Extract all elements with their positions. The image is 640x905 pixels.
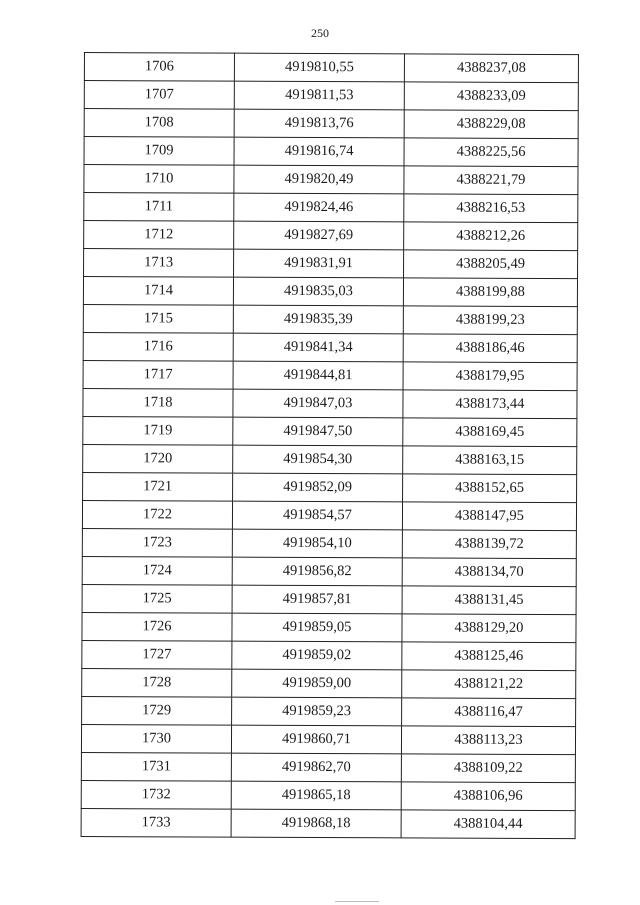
table-row: [81, 808, 575, 838]
point-number-cell: 1715: [83, 304, 233, 333]
y-coordinate-cell: 4388212,26: [404, 222, 578, 251]
point-number-cell: 1733: [81, 808, 231, 837]
table-row: [83, 416, 577, 446]
point-number-cell: 1709: [84, 137, 234, 166]
table-row: [82, 696, 576, 726]
y-coordinate-cell: 4388106,96: [401, 782, 575, 811]
x-coordinate-cell: 4919859,02: [232, 641, 402, 670]
x-coordinate-cell: 4919854,30: [233, 445, 403, 474]
point-number-cell: 1729: [82, 696, 232, 725]
table-row: [83, 277, 577, 307]
x-coordinate-cell: 4919859,05: [232, 613, 402, 642]
table-row: [84, 137, 578, 167]
table-row: [84, 53, 578, 83]
point-number-cell: 1718: [83, 388, 233, 417]
table-row: [82, 500, 576, 530]
x-coordinate-cell: 4919865,18: [231, 781, 401, 810]
table-row: [83, 472, 577, 502]
x-coordinate-cell: 4919859,00: [232, 669, 402, 698]
y-coordinate-cell: 4388233,09: [404, 82, 578, 111]
x-coordinate-cell: 4919868,18: [231, 809, 401, 838]
x-coordinate-cell: 4919835,39: [233, 305, 403, 334]
table-row: [83, 388, 577, 418]
x-coordinate-cell: 4919835,03: [233, 277, 403, 306]
table-row: [83, 332, 577, 362]
scan-edge-mark: [335, 901, 379, 902]
y-coordinate-cell: 4388125,46: [402, 642, 576, 671]
x-coordinate-cell: 4919810,55: [234, 53, 404, 82]
table-row: [83, 444, 577, 474]
point-number-cell: 1722: [82, 500, 232, 529]
x-coordinate-cell: 4919841,34: [233, 333, 403, 362]
x-coordinate-cell: 4919831,91: [234, 249, 404, 278]
point-number-cell: 1727: [82, 640, 232, 669]
table-row: [83, 304, 577, 334]
point-number-cell: 1711: [84, 193, 234, 222]
y-coordinate-cell: 4388199,23: [403, 306, 577, 335]
x-coordinate-cell: 4919820,49: [234, 165, 404, 194]
table-row: [84, 221, 578, 251]
point-number-cell: 1725: [82, 584, 232, 613]
x-coordinate-cell: 4919854,57: [232, 501, 402, 530]
x-coordinate-cell: 4919860,71: [231, 725, 401, 754]
point-number-cell: 1717: [83, 360, 233, 389]
table-row: [84, 165, 578, 195]
page-number: 250: [311, 26, 329, 40]
point-number-cell: 1708: [84, 109, 234, 138]
x-coordinate-cell: 4919856,82: [232, 557, 402, 586]
y-coordinate-cell: 4388131,45: [402, 586, 576, 615]
y-coordinate-cell: 4388173,44: [403, 390, 577, 419]
y-coordinate-cell: 4388113,23: [401, 726, 575, 755]
point-number-cell: 1730: [81, 724, 231, 753]
y-coordinate-cell: 4388221,79: [404, 166, 578, 195]
point-number-cell: 1707: [84, 81, 234, 110]
point-number-cell: 1714: [83, 277, 233, 306]
y-coordinate-cell: 4388169,45: [403, 418, 577, 447]
y-coordinate-cell: 4388237,08: [404, 54, 578, 83]
coordinates-table: [81, 52, 579, 839]
point-number-cell: 1706: [84, 53, 234, 82]
x-coordinate-cell: 4919857,81: [232, 585, 402, 614]
y-coordinate-cell: 4388225,56: [404, 138, 578, 167]
point-number-cell: 1719: [83, 416, 233, 445]
y-coordinate-cell: 4388152,65: [403, 474, 577, 503]
x-coordinate-cell: 4919852,09: [233, 473, 403, 502]
y-coordinate-cell: 4388199,88: [403, 278, 577, 307]
y-coordinate-cell: 4388109,22: [401, 754, 575, 783]
table-row: [84, 109, 578, 139]
point-number-cell: 1726: [82, 612, 232, 641]
table-row: [84, 193, 578, 223]
point-number-cell: 1723: [82, 528, 232, 557]
point-number-cell: 1720: [83, 444, 233, 473]
x-coordinate-cell: 4919811,53: [234, 81, 404, 110]
point-number-cell: 1713: [84, 249, 234, 278]
table-row: [81, 752, 575, 782]
point-number-cell: 1732: [81, 780, 231, 809]
x-coordinate-cell: 4919816,74: [234, 137, 404, 166]
x-coordinate-cell: 4919844,81: [233, 361, 403, 390]
table-body: [81, 53, 578, 839]
x-coordinate-cell: 4919862,70: [231, 753, 401, 782]
y-coordinate-cell: 4388205,49: [404, 250, 578, 279]
x-coordinate-cell: 4919854,10: [232, 529, 402, 558]
y-coordinate-cell: 4388116,47: [402, 698, 576, 727]
y-coordinate-cell: 4388216,53: [404, 194, 578, 223]
y-coordinate-cell: 4388139,72: [402, 530, 576, 559]
x-coordinate-cell: 4919859,23: [232, 697, 402, 726]
y-coordinate-cell: 4388134,70: [402, 558, 576, 587]
y-coordinate-cell: 4388179,95: [403, 362, 577, 391]
table-row: [84, 81, 578, 111]
x-coordinate-cell: 4919847,50: [233, 417, 403, 446]
table-row: [82, 640, 576, 670]
table-row: [82, 556, 576, 586]
y-coordinate-cell: 4388104,44: [401, 810, 575, 839]
table-row: [82, 668, 576, 698]
x-coordinate-cell: 4919827,69: [234, 221, 404, 250]
point-number-cell: 1721: [83, 472, 233, 501]
point-number-cell: 1724: [82, 556, 232, 585]
x-coordinate-cell: 4919824,46: [234, 193, 404, 222]
point-number-cell: 1710: [84, 165, 234, 194]
y-coordinate-cell: 4388129,20: [402, 614, 576, 643]
table-row: [82, 612, 576, 642]
point-number-cell: 1712: [84, 221, 234, 250]
table-row: [81, 724, 575, 754]
table-row: [81, 780, 575, 810]
y-coordinate-cell: 4388186,46: [403, 334, 577, 363]
table-row: [82, 528, 576, 558]
table-row: [83, 360, 577, 390]
y-coordinate-cell: 4388121,22: [402, 670, 576, 699]
y-coordinate-cell: 4388147,95: [402, 502, 576, 531]
table-row: [82, 584, 576, 614]
x-coordinate-cell: 4919847,03: [233, 389, 403, 418]
table-row: [84, 249, 578, 279]
y-coordinate-cell: 4388229,08: [404, 110, 578, 139]
point-number-cell: 1731: [81, 752, 231, 781]
x-coordinate-cell: 4919813,76: [234, 109, 404, 138]
point-number-cell: 1716: [83, 332, 233, 361]
point-number-cell: 1728: [82, 668, 232, 697]
y-coordinate-cell: 4388163,15: [403, 446, 577, 475]
